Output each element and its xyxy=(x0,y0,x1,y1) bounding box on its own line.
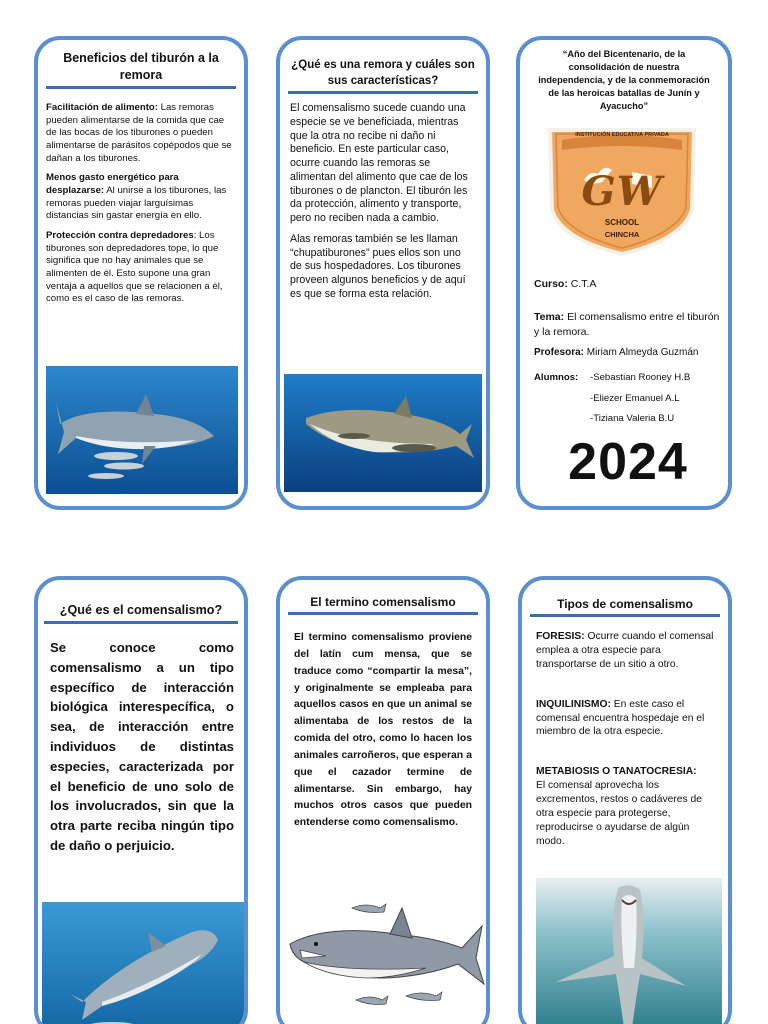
student-name: -Eliezer Emanuel A.L xyxy=(590,392,680,404)
benefit-item: Protección contra depredadores: Los tiburones son depredadores tope, lo que significa que no hay animales que se alimenten de él. Esto supone una gran ventaja a aquellos que se relacionen a él, como es el caso de las remoras. xyxy=(46,229,223,305)
benefit-item: Facilitación de alimento: Las remoras pueden alimentarse de la comida que cae de las bocas de los tiburones o pueden alimentarse de parásitos copépodos que se dañan a los tiburones. xyxy=(46,102,232,164)
shark-underwater-image xyxy=(284,374,482,492)
term-text: El termino comensalismo proviene del latín cum mensa, que se traduce como “compartir la mesa”, y originalmente se empleaba para aquellos casos en que un animal se alimentaba de los restos de la comida del otro, como lo hacen los animales carroñeros, que esperan a que el cazador termine de alimentarse. Sin embargo, hay muchos otros casos que pueden entenderse como comensalismo. xyxy=(294,632,472,829)
type-item: FORESIS: Ocurre cuando el comensal emplea a otra especie para transportarse de un sitio a otro. xyxy=(536,631,714,670)
course-line: Curso: C.T.A xyxy=(534,278,597,290)
logo-city-text: CHINCHA xyxy=(604,230,640,239)
panel-title: ¿Qué es el comensalismo? xyxy=(44,602,238,624)
year-text: 2024 xyxy=(568,433,688,491)
type-item: METABIOSIS O TANATOCRESIA: El comensal aprovecha los excrementos, restos o cadáveres de otra especie para protegerse, reproducirse o ayudarse de algún modo. xyxy=(536,766,702,847)
panel-remora xyxy=(276,36,490,510)
topic-line: Tema: El comensalismo entre el tiburón y la remora. xyxy=(534,311,720,338)
benefits-list xyxy=(46,102,232,313)
panel-beneficios xyxy=(34,36,248,510)
remora-paragraph: Alas remoras también se les llaman “chupatiburones” pues ellos son uno de sus hospedadores. Los tiburones proveen algunos beneficios y de aquí es que se forma esta relación. xyxy=(290,232,466,300)
panel-que-es-comensalismo xyxy=(34,576,248,1024)
logo-school-text: SCHOOL xyxy=(604,218,640,227)
shark-illustration xyxy=(286,900,486,1024)
panel-title: ¿Qué es una remora y cuáles son sus características? xyxy=(288,58,478,94)
benefit-item: Menos gasto energético para desplazarse: Al unirse a los tiburones, las remoras pueden viajar larguísimas distancias sin gastar energía en ello. xyxy=(46,172,227,222)
students-block: Alumnos: -Sebastian Rooney H.B -Eliezer Emanuel A.L -Tiziana Valeria B.U xyxy=(534,372,724,426)
student-name: -Tiziana Valeria B.U xyxy=(590,413,675,425)
panel-title: El termino comensalismo xyxy=(288,594,478,615)
remora-paragraph: El comensalismo sucede cuando una especie se ve beneficiada, mientras que la otra no recibe ni daño ni beneficio. En este particular caso, ocurre cuando las remoras se alimentan del alimento que cae de los tiburones o de plancton. El tiburón les da protección, alimento y transporte, pero no reciben nada a cambio. xyxy=(290,102,468,225)
shark-from-below-image xyxy=(536,878,722,1024)
definition-text: Se conoce como comensalismo a un tipo específico de interacción biológica interespecífica, o sea, de interacción entre individuos de distintas especies, caracterizada por el beneficio de uno solo de los involucrados, sin que la otra parte reciba ningún tipo de daño o perjuicio. xyxy=(50,640,234,853)
type-item: INQUILINISMO: En este caso el comensal encuentra hospedaje en el miembro de la otra especie. xyxy=(536,698,705,738)
panel-tipos xyxy=(518,576,732,1024)
types-list xyxy=(536,630,718,849)
logo-top-text: INSTITUCIÓN EDUCATIVA PRIVADA xyxy=(575,132,669,138)
panel-title: Tipos de comensalismo xyxy=(530,596,720,617)
remora-text xyxy=(290,102,474,309)
teacher-line: Profesora: Miriam Almeyda Guzmán xyxy=(534,347,699,358)
panel-termino xyxy=(276,576,490,1024)
motto-text: “Año del Bicentenario, de la consolidación de nuestra independencia, y de la conmemoración de las heroicas batallas de Junín y Ayacucho” xyxy=(538,49,710,111)
panel-portada xyxy=(516,36,732,510)
panel-title: Beneficios del tiburón a la remora xyxy=(46,50,236,89)
school-logo xyxy=(542,120,702,260)
logo-mark: GW xyxy=(581,168,663,215)
shark-and-remora-image xyxy=(42,902,244,1024)
shark-with-remoras-image xyxy=(46,366,238,494)
